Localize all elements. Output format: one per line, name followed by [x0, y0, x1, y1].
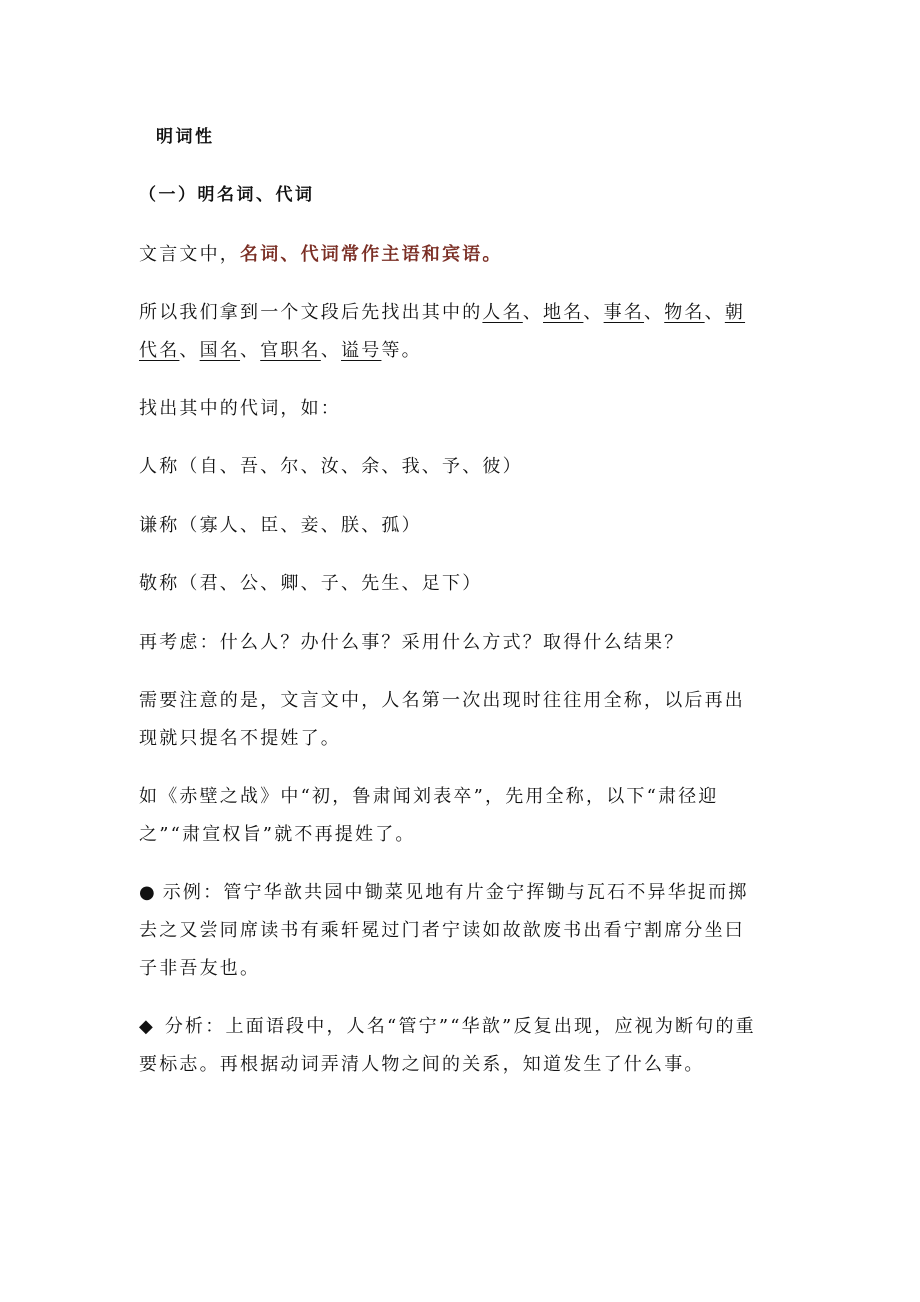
- analysis-line-1: [139, 1018, 756, 1036]
- subsection-heading: （一）明名词、代词: [139, 185, 315, 205]
- find-nouns-suffix: 等。: [381, 340, 422, 361]
- term-state-name: 国名: [199, 340, 241, 361]
- pronoun-personal: 人称（自、吾、尔、汝、余、我、予、彼）: [139, 456, 523, 477]
- bullet-dot-icon: ●: [139, 882, 155, 903]
- term-official-title: 官职名: [260, 340, 321, 361]
- term-place-name: 地名: [543, 302, 584, 323]
- example-line-2: 去之又尝同席读书有乘轩冕过门者宁读如故歆废书出看宁割席分坐曰: [139, 920, 745, 941]
- analysis-text-1: 分析：上面语段中，人名“管宁”“华歆”反复出现，应视为断句的重: [164, 1016, 756, 1037]
- find-pronouns-line: 找出其中的代词，如：: [139, 398, 341, 419]
- example-line-1: [139, 884, 749, 902]
- bullet-diamond-icon: ◆: [139, 1016, 153, 1037]
- intro-emphasis: 名词、代词常作主语和宾语。: [240, 244, 503, 265]
- pronoun-humble: 谦称（寡人、臣、妾、朕、孤）: [139, 515, 422, 536]
- example-ref-line-2: 之”“肃宣权旨”就不再提姓了。: [139, 824, 416, 845]
- find-nouns-line-2: 代名、国名、官职名、谥号等。: [139, 340, 422, 361]
- analysis-line-2: 要标志。再根据动词弄清人物之间的关系，知道发生了什么事。: [139, 1054, 705, 1075]
- term-dynasty-name-part1: 朝: [724, 302, 746, 323]
- term-event-name: 事名: [603, 302, 645, 323]
- note-line-1: 需要注意的是，文言文中，人名第一次出现时往往用全称，以后再出: [139, 690, 745, 711]
- intro-prefix: 文言文中，: [139, 244, 240, 265]
- find-nouns-prefix: 所以我们拿到一个文段后先找出其中的: [139, 302, 483, 323]
- consider-line: 再考虑：什么人？办什么事？采用什么方式？取得什么结果？: [139, 632, 685, 653]
- example-ref-line-1: 如《赤壁之战》中“初，鲁肃闻刘表卒”，先用全称，以下“肃径迎: [139, 786, 719, 807]
- intro-paragraph: [139, 246, 503, 264]
- example-text-1: 示例：管宁华歆共园中锄菜见地有片金宁挥锄与瓦石不异华捉而掷: [162, 882, 749, 903]
- term-dynasty-name-part2: 代名: [139, 340, 180, 361]
- example-line-3: 子非吾友也。: [139, 958, 261, 979]
- section-heading: 明词性: [156, 127, 215, 147]
- term-posthumous-title: 谥号: [341, 340, 382, 361]
- note-line-2: 现就只提名不提姓了。: [139, 728, 341, 749]
- term-object-name: 物名: [664, 302, 705, 323]
- term-person-name: 人名: [482, 302, 523, 323]
- find-nouns-line-1: 所以我们拿到一个文段后先找出其中的人名、地名、事名、物名、朝: [139, 302, 746, 323]
- pronoun-honorific: 敬称（君、公、卿、子、先生、足下）: [139, 573, 483, 594]
